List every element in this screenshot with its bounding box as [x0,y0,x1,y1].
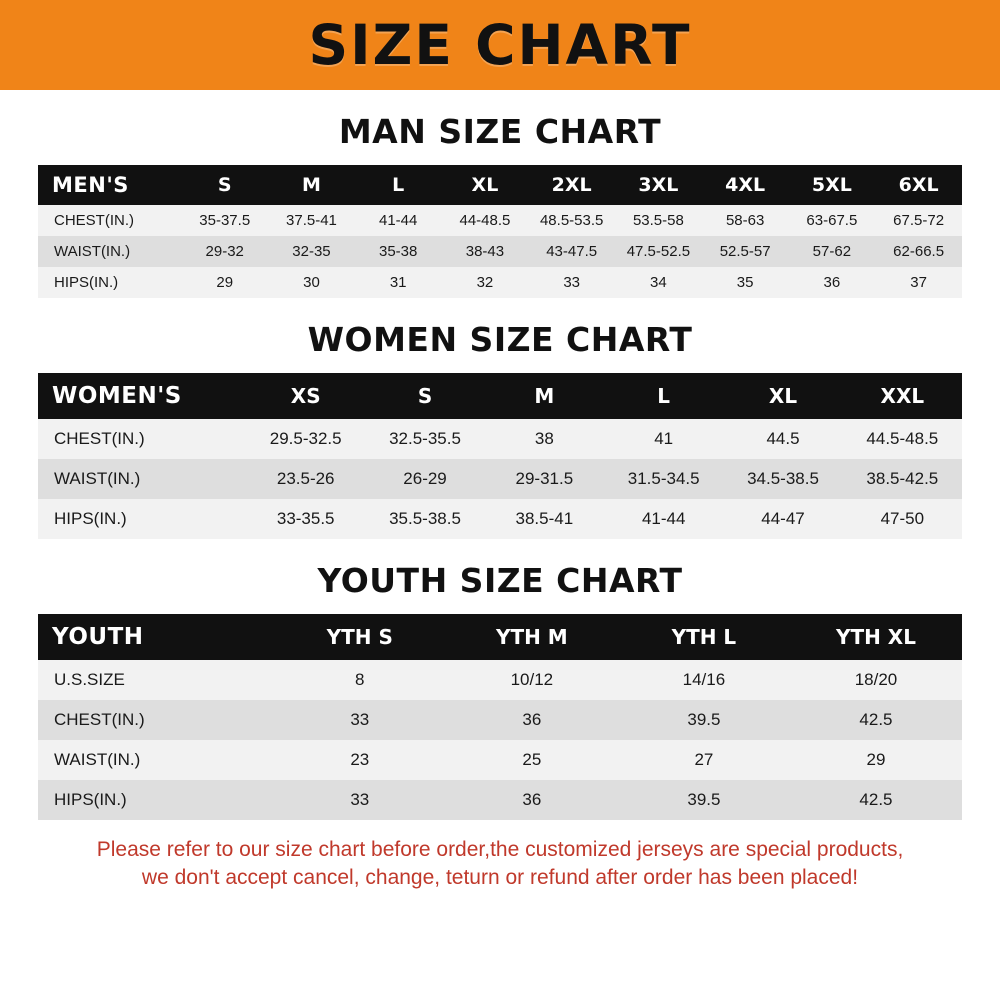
men-cell: 35-37.5 [199,212,251,229]
women-cell: 26-29 [403,469,447,488]
youth-row-label: CHEST(IN.) [54,710,145,729]
women-section-heading: WOMEN SIZE CHART [307,320,693,359]
men-section [0,112,1000,298]
women-table-header-cell: XS [290,384,321,408]
women-row-label: HIPS(IN.) [54,509,127,528]
men-cell: 67.5-72 [893,212,945,229]
women-cell: 35.5-38.5 [389,509,461,528]
women-cell: 38 [534,429,554,448]
men-table-header-cell: 6XL [898,174,939,196]
footer-note-line-2: we don't accept cancel, change, teturn or refund after order has been placed! [141,866,859,890]
men-cell: 37.5-41 [286,212,337,229]
table-row [38,419,962,459]
women-table-header-cell: XXL [880,384,925,408]
men-cell: 35 [736,274,754,291]
men-cell: 47.5-52.5 [626,243,691,260]
men-cell: 31 [389,274,407,291]
men-cell: 62-66.5 [893,243,945,260]
youth-size-table [38,614,962,820]
men-table-body [38,165,962,298]
youth-cell: 39.5 [687,790,721,809]
table-row [38,780,962,820]
youth-table-header-cell: YTH M [495,625,568,649]
women-cell: 41 [654,429,674,448]
table-row [38,499,962,539]
table-row [38,740,962,780]
women-cell: 23.5-26 [276,469,335,488]
youth-table-header-cell: YTH L [671,625,737,649]
men-cell: 52.5-57 [719,243,771,260]
youth-cell: 39.5 [687,710,721,729]
women-cell: 31.5-34.5 [627,469,700,488]
women-table-header-cell: M [534,384,555,408]
women-section [0,320,1000,539]
banner [0,0,1000,90]
men-cell: 36 [823,274,841,291]
men-table-header-cell: 2XL [551,174,592,196]
women-table-header-cell: S [417,384,433,408]
women-row-label: WAIST(IN.) [54,469,141,488]
women-cell: 32.5-35.5 [389,429,461,448]
men-table-header-cell: 3XL [638,174,679,196]
men-cell: 53.5-58 [632,212,684,229]
table-row [38,700,962,740]
men-cell: 44-48.5 [459,212,511,229]
youth-cell: 33 [350,790,370,809]
footer-note-line-1: Please refer to our size chart before order,the customized jerseys are special products, [96,838,904,861]
men-cell: 58-63 [725,212,765,229]
youth-row-label: U.S.SIZE [54,670,125,689]
women-table-header-cell: L [657,384,671,408]
youth-section-heading: YOUTH SIZE CHART [317,561,683,600]
youth-cell: 42.5 [859,710,893,729]
men-cell: 33 [563,274,580,291]
youth-row-label: HIPS(IN.) [54,790,127,809]
youth-table-header-label: YOUTH [52,624,144,650]
men-cell: 38-43 [465,243,505,260]
table-row [38,236,962,267]
men-table-header-cell: M [302,174,321,196]
women-cell: 44.5-48.5 [866,429,939,448]
men-table-header-label: MEN'S [52,173,129,197]
women-cell: 38.5-41 [515,509,574,528]
youth-cell: 42.5 [859,790,893,809]
men-cell: 34 [650,274,667,291]
women-cell: 34.5-38.5 [747,469,819,488]
men-table-header-row [38,165,962,205]
youth-cell: 33 [350,710,370,729]
women-cell: 29.5-32.5 [269,429,342,448]
youth-cell: 8 [355,670,365,689]
women-cell: 44-47 [761,509,805,528]
women-table-header-row [38,373,962,419]
women-cell: 33-35.5 [276,509,335,528]
women-cell: 29-31.5 [515,469,574,488]
men-cell: 37 [910,274,927,291]
women-table-header-label: WOMEN'S [52,383,182,409]
men-table-header-cell: 5XL [811,174,852,196]
women-cell: 38.5-42.5 [866,469,939,488]
women-table-body [38,373,962,539]
youth-cell: 10/12 [510,670,554,689]
table-row [38,459,962,499]
men-row-label: HIPS(IN.) [54,274,119,291]
men-table-header-cell: XL [471,174,499,196]
men-cell: 41-44 [379,212,418,229]
youth-cell: 36 [522,790,542,809]
youth-cell: 18/20 [854,670,898,689]
youth-cell: 29 [866,750,886,769]
youth-table-header-cell: YTH S [326,625,393,649]
men-cell: 32 [476,274,494,291]
men-cell: 35-38 [379,243,418,260]
men-cell: 57-62 [812,243,852,260]
footer-note [0,836,1000,893]
men-cell: 32-35 [292,243,331,260]
men-row-label: CHEST(IN.) [54,212,134,229]
youth-cell: 14/16 [682,670,726,689]
men-cell: 63-67.5 [806,212,858,229]
men-cell: 29 [216,274,234,291]
youth-table-body [38,614,962,820]
youth-section [0,561,1000,820]
table-row [38,205,962,236]
youth-cell: 36 [522,710,542,729]
men-table-header-cell: L [392,174,405,196]
women-size-table [38,373,962,539]
men-size-table [38,165,962,298]
youth-row-label: WAIST(IN.) [54,750,141,769]
youth-table-header-cell: YTH XL [835,625,916,649]
women-cell: 44.5 [766,429,800,448]
men-table-header-cell: 4XL [725,174,766,196]
men-cell: 43-47.5 [546,243,598,260]
women-cell: 41-44 [641,509,686,528]
table-row [38,267,962,298]
women-table-header-cell: XL [768,384,798,408]
youth-cell: 23 [350,750,370,769]
women-cell: 47-50 [880,509,925,528]
men-section-heading: MAN SIZE CHART [338,112,662,151]
women-row-label: CHEST(IN.) [54,429,145,448]
men-cell: 30 [303,274,320,291]
men-table-header-cell: S [217,174,232,196]
page-title: SIZE CHART [308,13,692,77]
men-cell: 48.5-53.5 [539,212,604,229]
youth-cell: 27 [694,750,714,769]
youth-cell: 25 [522,750,542,769]
men-cell: 29-32 [205,243,244,260]
men-row-label: WAIST(IN.) [54,243,131,260]
table-row [38,660,962,700]
youth-table-header-row [38,614,962,660]
